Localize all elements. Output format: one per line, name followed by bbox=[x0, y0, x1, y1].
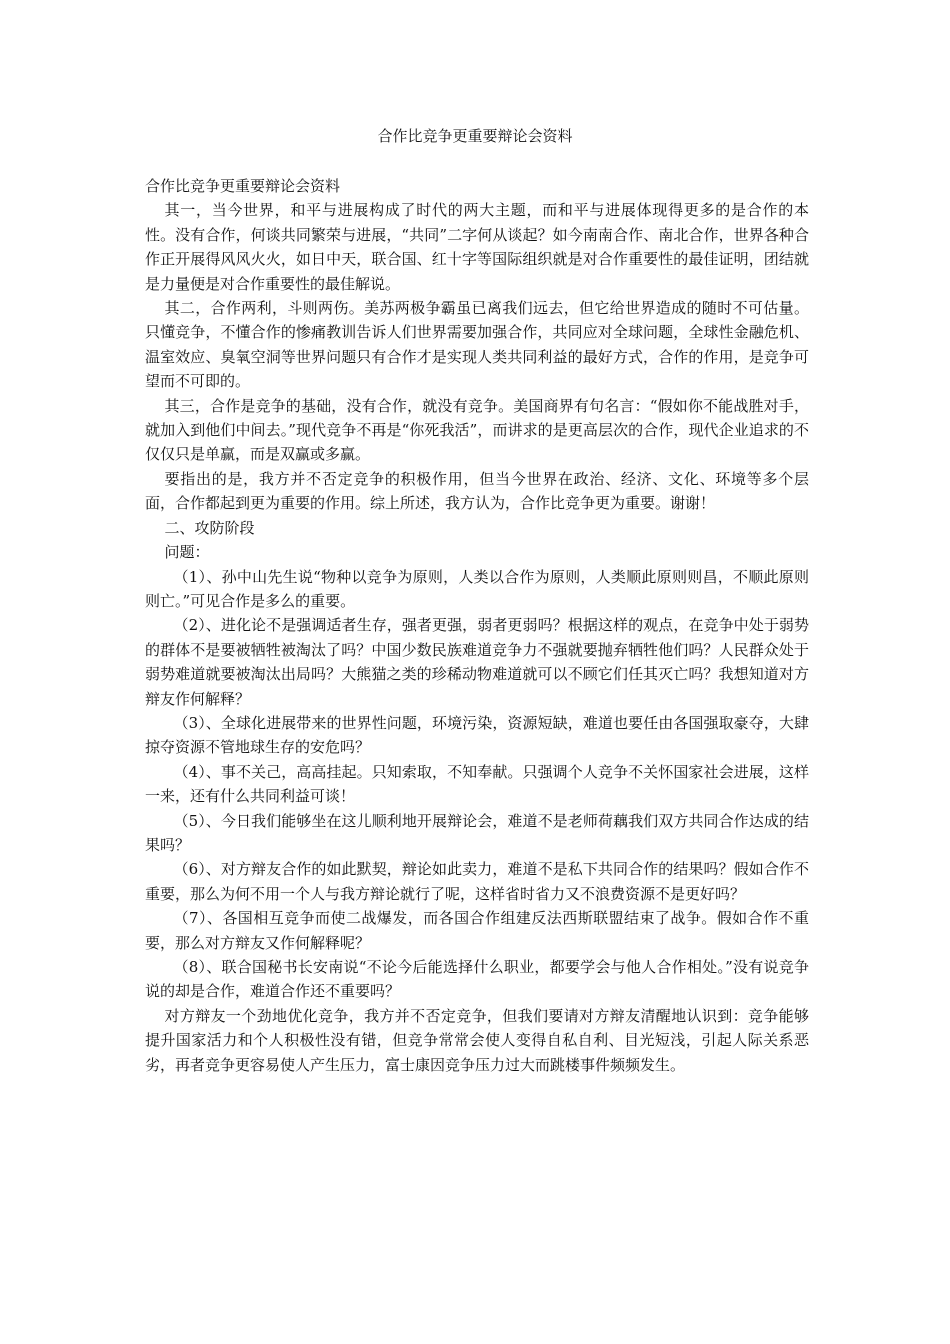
document-title: 合作比竞争更重要辩论会资料 bbox=[377, 127, 573, 145]
paragraph-summary: 要指出的是，我方并不否定竞争的积极作用，但当今世界在政治、经济、文化、环境等多个层面，合作都起到更为重要的作用。综上所述，我方认为，合作比竞争更为重要。谢谢！ bbox=[145, 469, 809, 513]
question-item: （3）、全球化进展带来的世界性问题，环境污染，资源短缺，难道也要任由各国强取豪夺，大肆掠夺资源不管地球生存的安危吗？ bbox=[145, 713, 809, 757]
body-heading: 合作比竞争更重要辩论会资料 bbox=[145, 177, 341, 195]
question-item: （2）、进化论不是强调适者生存，强者更强，弱者更弱吗？根据这样的观点，在竞争中处于弱势的群体不是要被牺牲被淘汰了吗？中国少数民族难道竞争力不强就要抛弃牺牲他们吗？人民群众处于弱势难道就要被淘汰出局吗？大熊猫之类的珍稀动物难道就可以不顾它们任其灭亡吗？我想知道对方辩友作何解释？ bbox=[145, 616, 809, 708]
document-body bbox=[145, 174, 809, 1077]
questions-label: 问题： bbox=[164, 543, 210, 562]
paragraph-point-three: 其三，合作是竞争的基础，没有合作，就没有竞争。美国商界有句名言：“假如你不能战胜对手，就加入到他们中间去。”现代竞争不再是“你死我活”，而讲求的是更高层次的合作，现代企业追求的不仅仅只是单赢，而是双赢或多赢。 bbox=[145, 396, 809, 464]
paragraph-point-one: 其一，当今世界，和平与进展构成了时代的两大主题，而和平与进展体现得更多的是合作的本性。没有合作，何谈共同繁荣与进展，“共同”二字何从谈起？如今南南合作、南北合作，世界各种合作正开展得风风火火，如日中天，联合国、红十字等国际组织就是对合作重要性的最佳证明，团结就是力量便是对合作重要性的最佳解说。 bbox=[145, 201, 809, 293]
question-item: （1）、孙中山先生说“物种以竞争为原则，人类以合作为原则，人类顺此原则则昌，不顺此原则则亡。”可见合作是多么的重要。 bbox=[145, 567, 809, 610]
question-item: （5）、今日我们能够坐在这儿顺利地开展辩论会，难道不是老师荷藕我们双方共同合作达成的结果吗？ bbox=[145, 811, 809, 854]
section-heading-attack-defense: 二、攻防阶段 bbox=[164, 518, 255, 537]
paragraph-rebuttal: 对方辩友一个劲地优化竞争，我方并不否定竞争，但我们要请对方辩友清醒地认识到：竞争能够提升国家活力和个人积极性没有错，但竞争常常会使人变得自私自利、目光短浅，引起人际关系恶劣，再者竞争更容易使人产生压力，富士康因竞争压力过大而跳楼事件频频发生。 bbox=[145, 1006, 809, 1074]
question-item: （7）、各国相互竞争而使二战爆发，而各国合作组建反法西斯联盟结束了战争。假如合作不重要，那么对方辩友又作何解释呢？ bbox=[145, 909, 809, 952]
question-item: （8）、联合国秘书长安南说“不论今后能选择什么职业，都要学会与他人合作相处。”没有说竞争说的却是合作，难道合作还不重要吗？ bbox=[145, 958, 809, 1001]
question-item: （4）、事不关己，高高挂起。只知索取，不知奉献。只强调个人竞争不关怀国家社会进展，这样一来，还有什么共同利益可谈！ bbox=[145, 762, 809, 806]
paragraph-point-two: 其二，合作两利，斗则两伤。美苏两极争霸虽已离我们远去，但它给世界造成的随时不可估量。只懂竞争，不懂合作的惨痛教训告诉人们世界需要加强合作，共同应对全球问题，全球性金融危机、温室效应、臭氧空洞等世界问题只有合作才是实现人类共同利益的最好方式，合作的作用，是竞争可望而不可即的。 bbox=[145, 299, 809, 391]
question-item: （6）、对方辩友合作的如此默契，辩论如此卖力，难道不是私下共同合作的结果吗？假如合作不重要，那么为何不用一个人与我方辩论就行了呢，这样省时省力又不浪费资源不是更好吗？ bbox=[145, 860, 809, 903]
